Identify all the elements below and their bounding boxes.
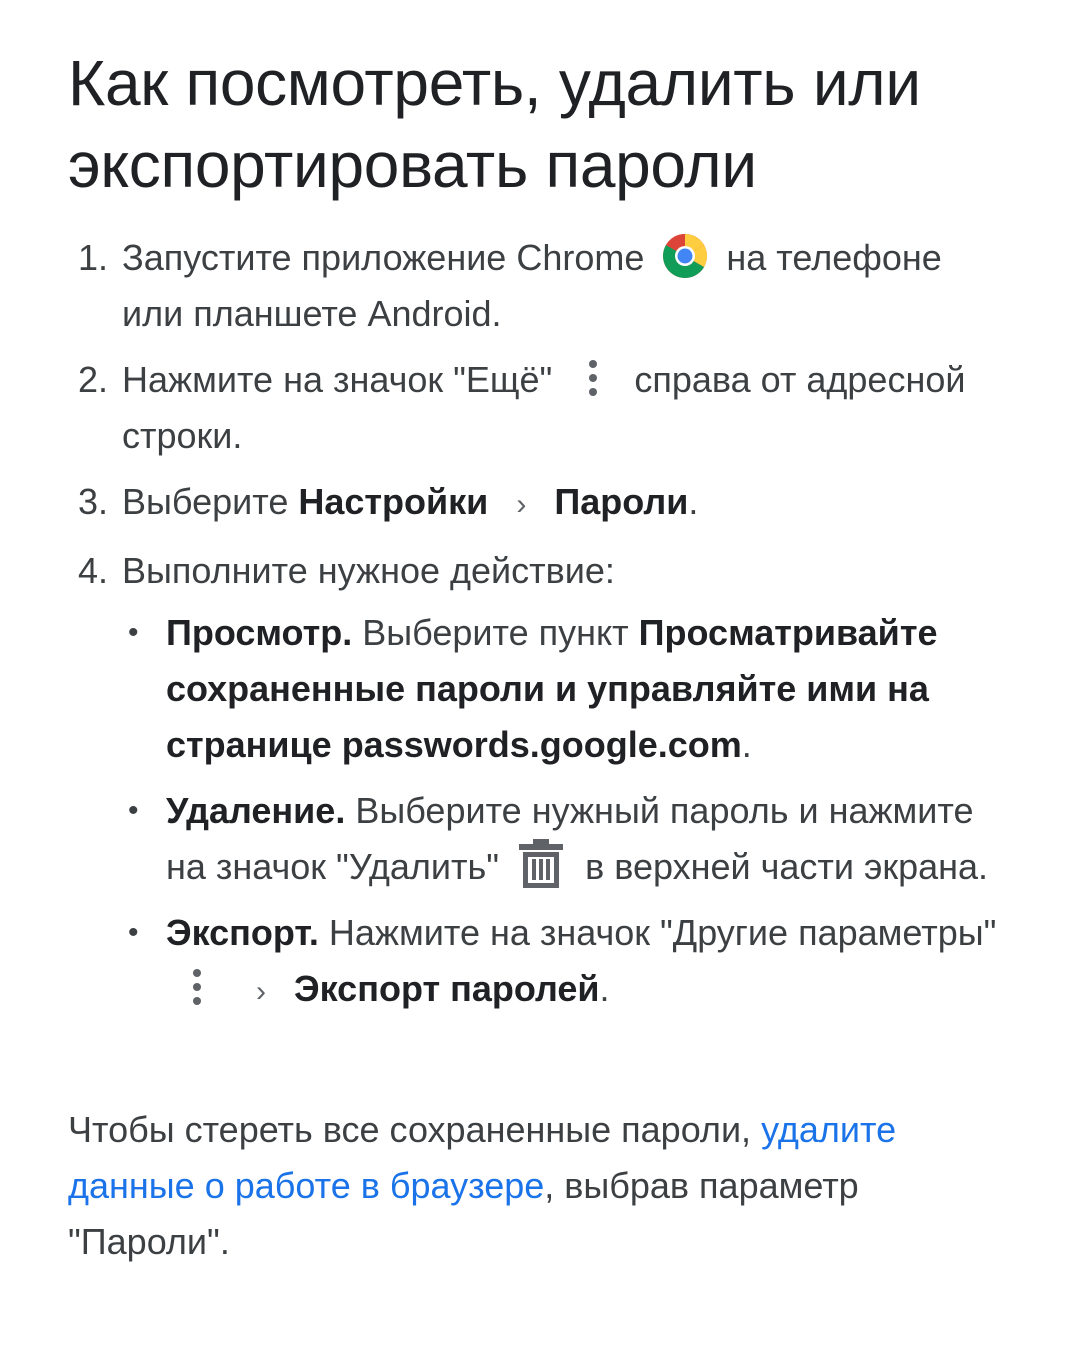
settings-label: Настройки bbox=[298, 481, 489, 522]
step-item-1 bbox=[68, 230, 1008, 342]
footer-text: Чтобы стереть все сохраненные пароли, bbox=[68, 1109, 762, 1150]
bullet-title: Просмотр. bbox=[166, 612, 353, 653]
bullet-marker: • bbox=[128, 616, 139, 649]
bullet-delete bbox=[122, 783, 1008, 895]
bullet-text: . bbox=[741, 724, 752, 765]
step-number: 4. bbox=[78, 550, 109, 591]
bullet-title: Экспорт. bbox=[166, 912, 319, 953]
step-text: справа от адресной строки. bbox=[122, 359, 966, 456]
step-number: 2. bbox=[78, 359, 109, 400]
bullet-export bbox=[122, 905, 1008, 1020]
bullet-title: Удаление. bbox=[166, 790, 346, 831]
footer-text: , выбрав параметр "Пароли". bbox=[68, 1165, 859, 1262]
passwords-label: Пароли bbox=[554, 481, 689, 522]
step-item-3 bbox=[68, 474, 1008, 533]
export-passwords-label: Экспорт паролей bbox=[294, 968, 600, 1009]
steps-list bbox=[68, 230, 1008, 1030]
bullet-marker: • bbox=[128, 794, 139, 827]
chevron-right-icon: › bbox=[256, 975, 267, 1008]
step-text: Выберите bbox=[122, 481, 289, 522]
chrome-icon bbox=[662, 233, 708, 279]
more-vert-icon bbox=[584, 358, 602, 398]
chevron-right-icon: › bbox=[516, 488, 527, 521]
step-item-2 bbox=[68, 352, 1008, 464]
bullet-text: Нажмите на значок "Другие параметры" bbox=[318, 912, 997, 953]
step-text: Выполните нужное действие: bbox=[122, 550, 615, 591]
page-title: Как посмотреть, удалить или экспортировать пароли bbox=[68, 47, 921, 201]
step-text: . bbox=[688, 481, 699, 522]
step-item-4 bbox=[68, 543, 1008, 1020]
step-text: Запустите приложение Chrome bbox=[122, 237, 645, 278]
bullet-text: . bbox=[599, 968, 610, 1009]
bullet-text: в верхней части экрана. bbox=[585, 846, 989, 887]
bullet-text: Выберите пункт bbox=[352, 612, 639, 653]
more-vert-icon bbox=[188, 967, 206, 1007]
footer-note bbox=[68, 1102, 988, 1270]
bullet-emphasis: Просматривайте сохраненные пароли и управляйте ими на странице passwords.google.com bbox=[166, 612, 938, 765]
trash-icon bbox=[517, 838, 565, 890]
step-number: 1. bbox=[78, 237, 109, 278]
clear-browsing-data-link[interactable]: удалите данные о работе в браузере bbox=[68, 1109, 897, 1206]
actions-list bbox=[122, 605, 1008, 1020]
step-text: Нажмите на значок "Ещё" bbox=[122, 359, 553, 400]
bullet-view bbox=[122, 605, 1008, 773]
step-number: 3. bbox=[78, 481, 109, 522]
step-text: на телефоне или планшете Android. bbox=[122, 237, 942, 334]
bullet-text: Выберите нужный пароль и нажмите на значок "Удалить" bbox=[166, 790, 974, 887]
bullet-marker: • bbox=[128, 916, 139, 949]
